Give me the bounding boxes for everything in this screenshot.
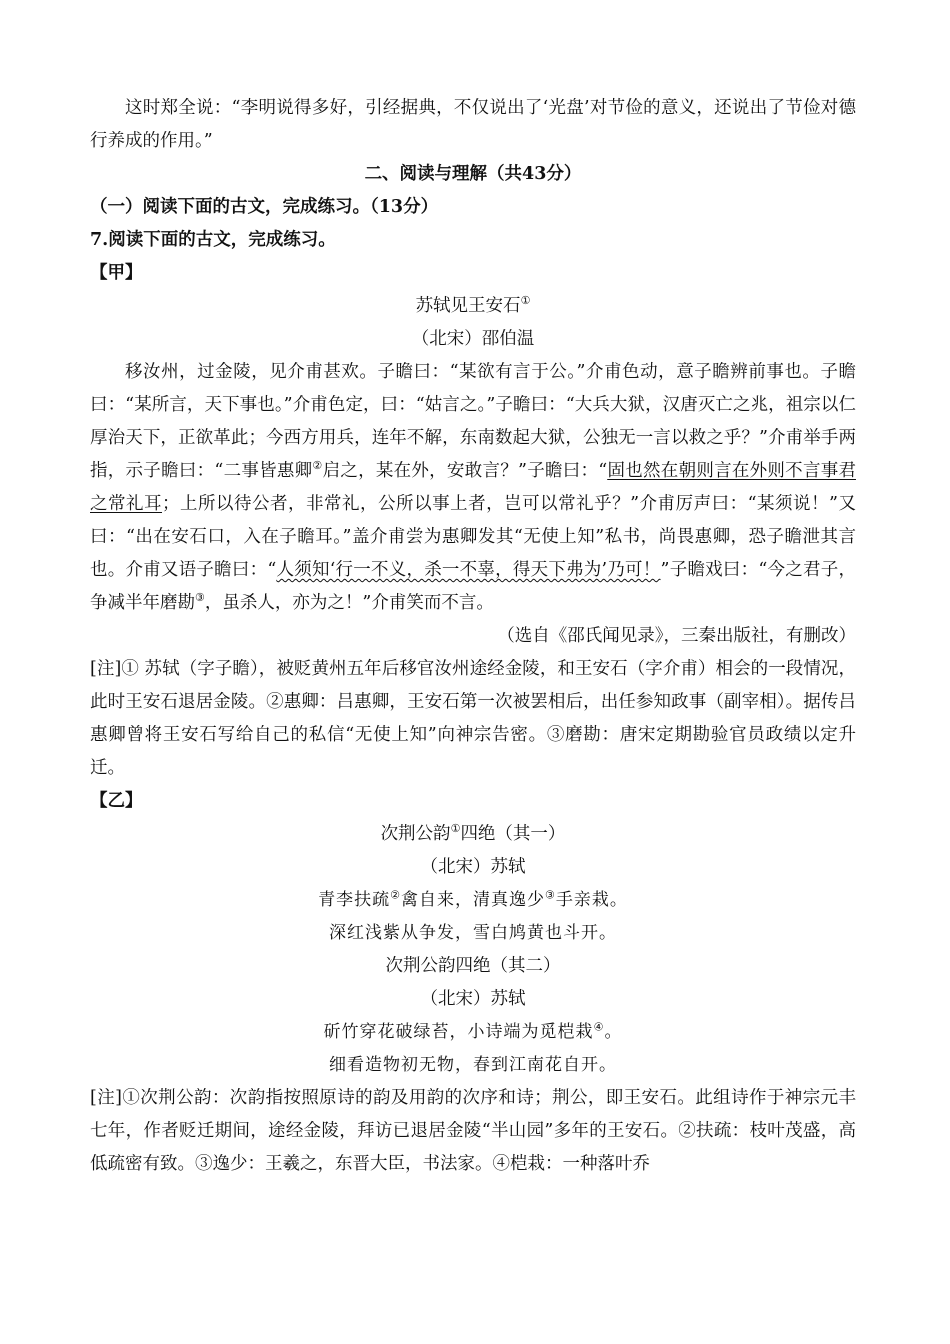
jia-author: （北宋）邵伯温: [411, 329, 535, 349]
poem1-line1-b: 禽自来，清真逸少: [401, 890, 545, 910]
jia-source: （选自《邵氏闻见录》，三秦出版社，有删改）: [497, 626, 856, 646]
document-page: [90, 92, 856, 1181]
poem1-title: [90, 818, 856, 851]
subsection-title: （一）阅读下面的古文，完成练习。（13分）: [90, 197, 439, 217]
jia-footnote-2: ②: [312, 459, 323, 473]
poem1-line1-c: 手亲栽。: [555, 890, 628, 910]
poem2-title: 次荆公韵四绝（其二）: [385, 956, 561, 976]
jia-passage-part3: ；上所以待公者，非常礼，公所以事上者，岂可以常礼乎？”介甫厉声曰：“某须说！”又曰：“出在安石口，入在子瞻耳。”盖介甫尝为惠卿发其“无使上知”私书，尚畏惠卿，恐子瞻泄其言也。介甫又语子瞻曰：“: [90, 494, 856, 580]
label-jia: 【甲】: [90, 263, 143, 283]
poem2-line1-b: 。: [604, 1022, 623, 1042]
label-yi: 【乙】: [90, 791, 143, 811]
jia-passage: [90, 356, 856, 620]
jia-title: [90, 290, 856, 323]
underlined-sentence: 固也然在朝则言在外则不言事君之常礼耳: [90, 461, 856, 514]
jia-passage-part1: 移汝州，过金陵，见介甫甚欢。子瞻曰：“某欲有言于公。”介甫色动，意子瞻辨前事也。子瞻曰：“某所言，天下事也。”介甫色定，曰：“姑言之。”子瞻曰：“大兵大狱，汉唐灭亡之兆，祖宗以仁厚治天下，正欲革此；今西方用兵，连年不解，东南数起大狱，公独无一言以救之乎？”介甫举手两指，示子瞻曰：“二事皆惠卿: [90, 362, 856, 481]
poem1-author: （北宋）苏轼: [420, 857, 526, 877]
wavy-underlined-sentence: 人须知‘行一不义，杀一不辜，得天下弗为’乃可！: [276, 560, 661, 580]
jia-passage-part5: ，虽杀人，亦为之！”介甫笑而不言。: [204, 593, 494, 613]
poem1-footnote-3: ③: [545, 888, 556, 902]
yi-notes: [注]①次荆公韵：次韵指按照原诗的韵及用韵的次序和诗；荆公，即王安石。此组诗作于神宗元丰七年，作者贬迁期间，途经金陵，拜访已退居金陵“半山园”多年的王安石。②扶疏：枝叶茂盛，高低疏密有致。③逸少：王羲之，东晋大臣，书法家。④桤栽：一种落叶乔: [90, 1088, 856, 1174]
intro-paragraph: 这时郑全说：“李明说得多好，引经据典，不仅说出了‘光盘’对节俭的意义，还说出了节俭对德行养成的作用。”: [90, 98, 856, 151]
jia-footnote-3: ③: [195, 591, 205, 605]
poem1-title-b: 四绝（其一）: [460, 824, 566, 844]
poem2-line1: [90, 1016, 856, 1049]
poem1-line1-a: 青李扶疏: [318, 890, 391, 910]
poem1-line1: [90, 884, 856, 917]
poem1-footnote-2: ②: [390, 888, 401, 902]
poem2-line2: 细看造物初无物，春到江南花自开。: [329, 1055, 617, 1075]
jia-passage-part2: 启之，某在外，安敢言？”子瞻曰：“: [322, 461, 608, 481]
poem2-line1-a: 斫竹穿花破绿苔，小诗端为觅桤栽: [323, 1022, 594, 1042]
question-7-title: 7.阅读下面的古文，完成练习。: [90, 230, 336, 250]
poem1-title-footnote: ①: [450, 822, 461, 836]
poem2-author: （北宋）苏轼: [420, 989, 526, 1009]
jia-passage-part4: ”子瞻戏曰：“今之君子，争减半年磨勘: [90, 560, 856, 613]
jia-title-text: 苏轼见王安石: [415, 296, 521, 316]
jia-title-footnote: ①: [520, 294, 531, 308]
section-title: 二、阅读与理解（共43分）: [364, 164, 582, 184]
jia-notes: [注]① 苏轼（字子瞻），被贬黄州五年后移官汝州途经金陵，和王安石（字介甫）相会的一段情况，此时王安石退居金陵。②惠卿：吕惠卿，王安石第一次被罢相后，出任参知政事（副宰相）。据传吕惠卿曾将王安石写给自己的私信“无使上知”向神宗告密。③磨勘：唐宋定期勘验官员政绩以定升迁。: [90, 659, 856, 778]
poem1-line2: 深红浅紫从争发，雪白鸠黄也斗开。: [329, 923, 617, 943]
poem1-title-a: 次荆公韵: [380, 824, 451, 844]
poem2-footnote-4: ④: [593, 1020, 605, 1034]
